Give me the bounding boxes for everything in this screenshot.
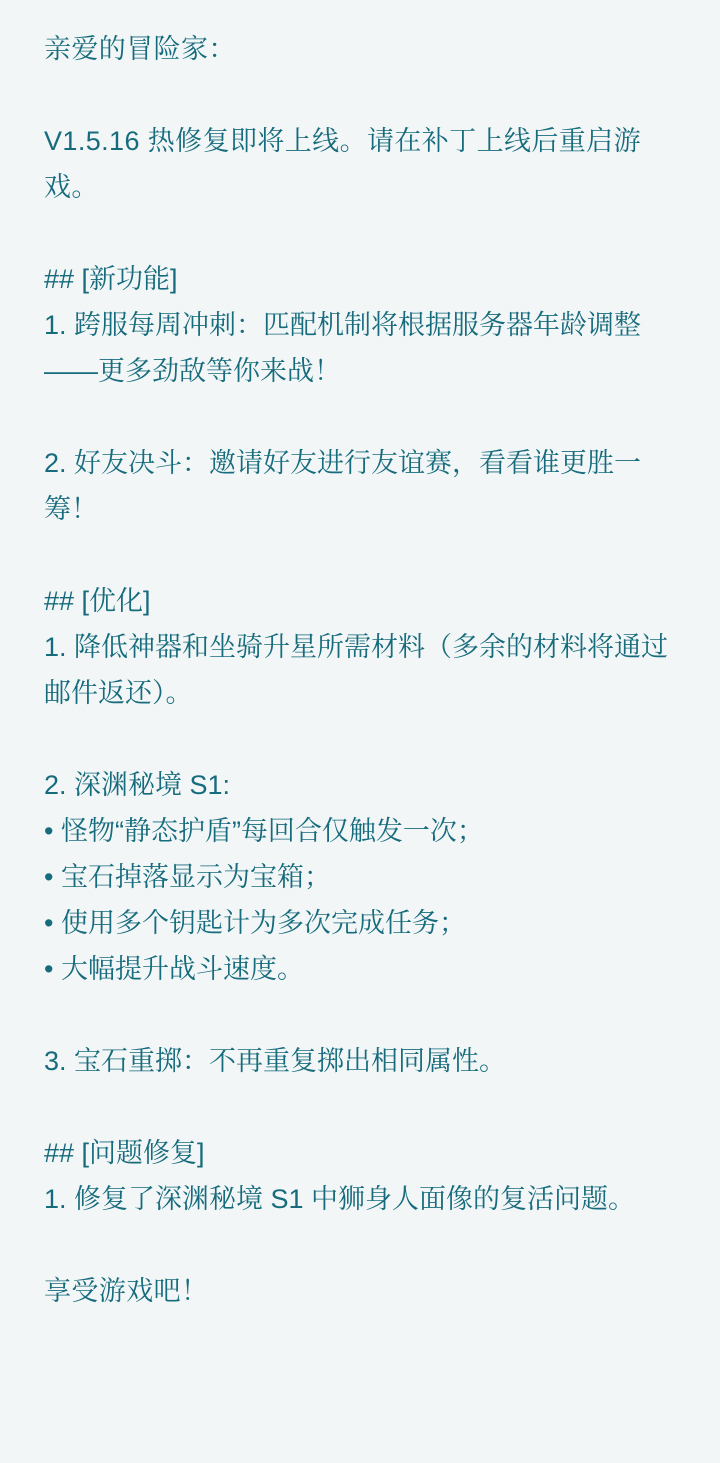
spacer — [44, 716, 676, 762]
list-item: 1. 降低神器和坐骑升星所需材料（多余的材料将通过邮件返还）。 — [44, 632, 669, 708]
spacer — [44, 394, 676, 440]
list-item: 2. 深渊秘境 S1: — [44, 770, 231, 800]
spacer — [44, 1084, 676, 1130]
section-optimizations — [44, 578, 676, 1084]
section-heading: ## [新功能] — [44, 264, 178, 294]
bullet-item: • 大幅提升战斗速度。 — [44, 954, 304, 984]
intro-paragraph: V1.5.16 热修复即将上线。请在补丁上线后重启游戏。 — [44, 126, 641, 202]
spacer — [44, 1222, 676, 1268]
list-item: 2. 好友决斗：邀请好友进行友谊赛，看看谁更胜一筹！ — [44, 448, 642, 524]
section-heading: ## [问题修复] — [44, 1138, 205, 1168]
list-item: 1. 修复了深渊秘境 S1 中狮身人面像的复活问题。 — [44, 1184, 636, 1214]
spacer — [44, 992, 676, 1038]
spacer — [44, 72, 676, 118]
closing-line: 享受游戏吧！ — [44, 1276, 209, 1306]
spacer — [44, 210, 676, 256]
section-heading: ## [优化] — [44, 586, 151, 616]
list-item: 3. 宝石重掷：不再重复掷出相同属性。 — [44, 1046, 507, 1076]
bullet-item: • 怪物“静态护盾”每回合仅触发一次； — [44, 816, 484, 846]
salutation: 亲爱的冒险家： — [44, 34, 236, 64]
section-bug-fixes — [44, 1130, 676, 1222]
section-new-features — [44, 256, 676, 532]
bullet-item: • 宝石掉落显示为宝箱； — [44, 862, 331, 892]
list-item: 1. 跨服每周冲刺：匹配机制将根据服务器年龄调整——更多劲敌等你来战！ — [44, 310, 642, 386]
spacer — [44, 532, 676, 578]
bullet-item: • 使用多个钥匙计为多次完成任务； — [44, 908, 466, 938]
